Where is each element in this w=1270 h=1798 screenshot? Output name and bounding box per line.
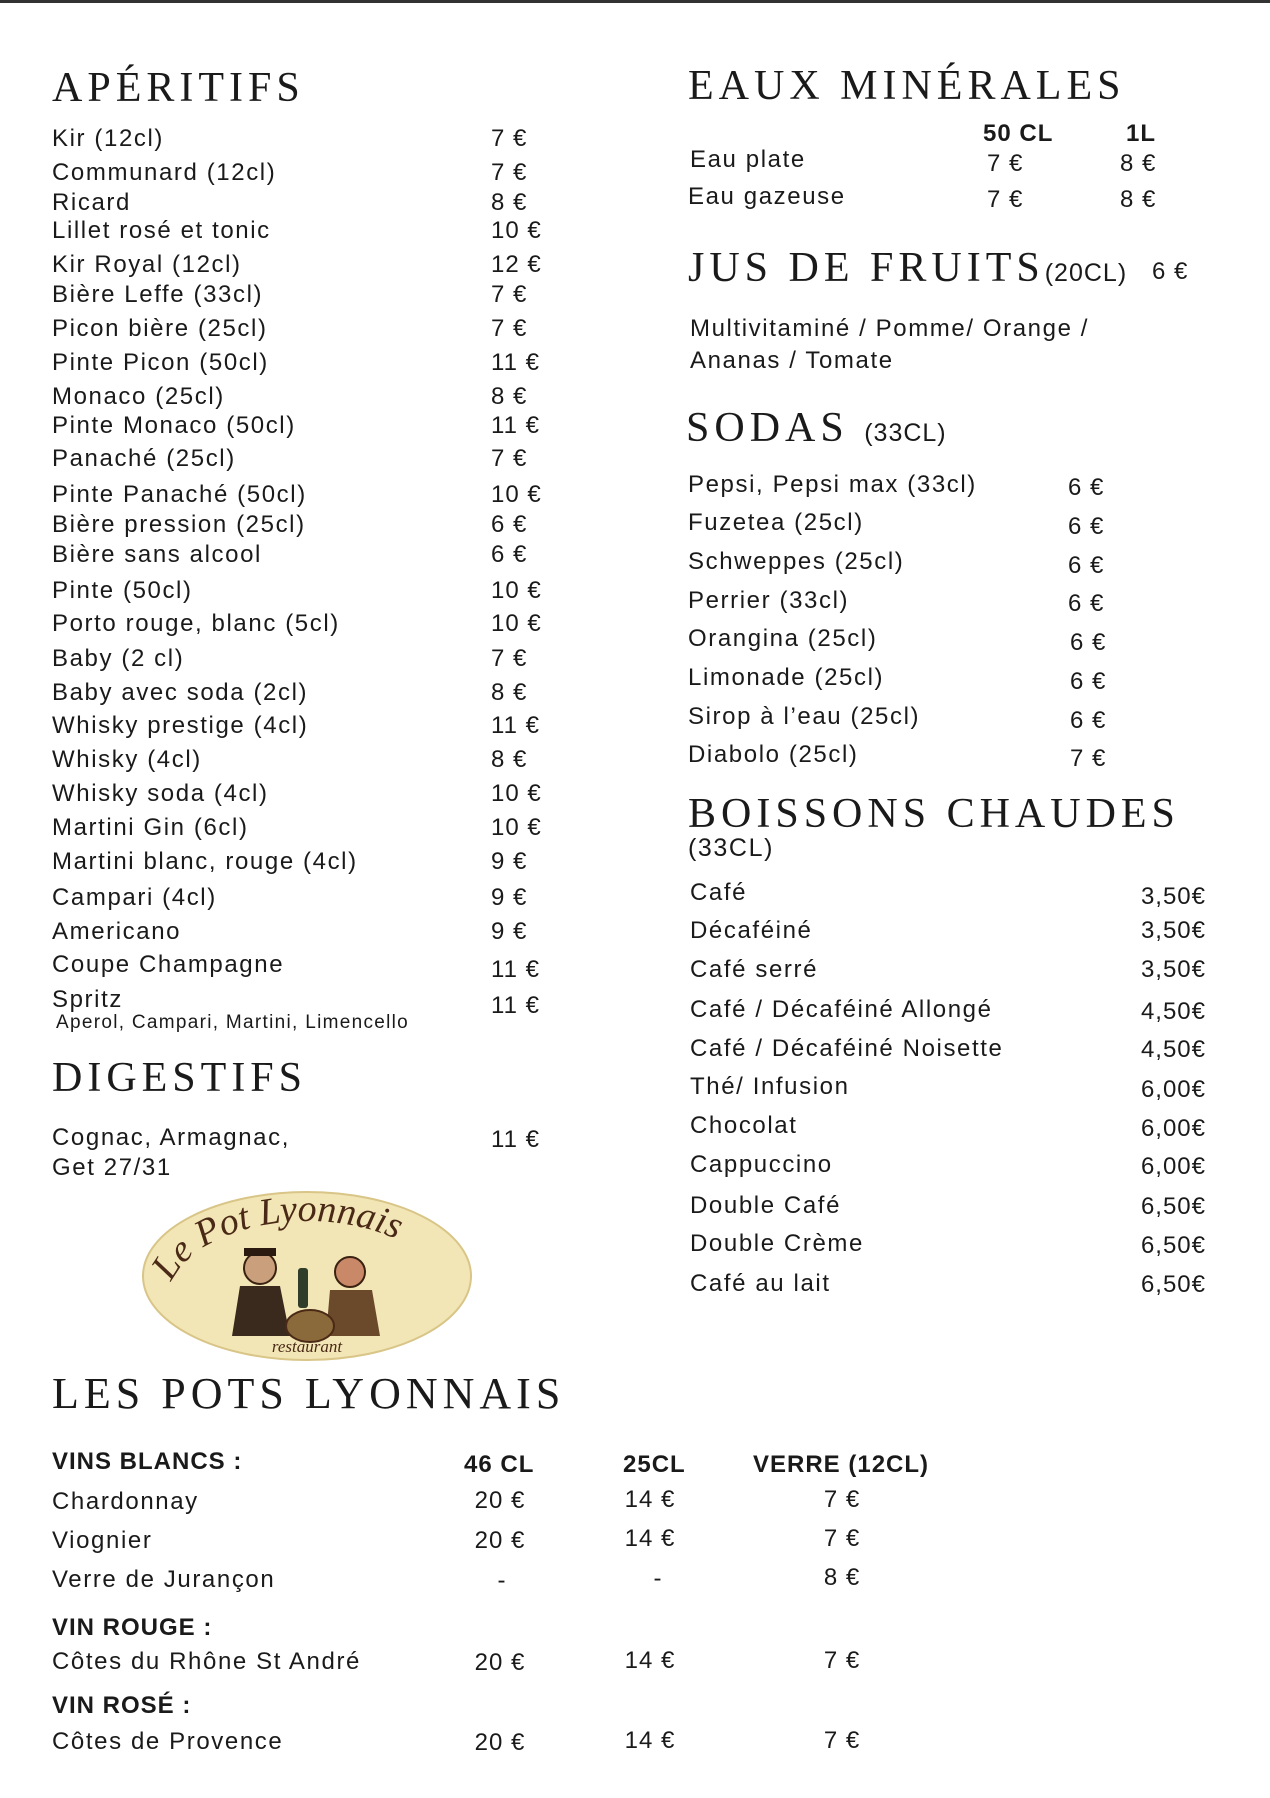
list-item-name: Baby avec soda (2cl) (52, 679, 309, 706)
list-item-name: Whisky prestige (4cl) (52, 712, 309, 739)
list-item-price: 6 € (1070, 668, 1107, 695)
list-item-name: Diabolo (25cl) (688, 741, 859, 768)
list-item-price: 4,50€ (1140, 1036, 1206, 1063)
list-item-price: 9 € (491, 884, 528, 911)
list-item-price: 7 € (491, 645, 528, 672)
list-item-name: Pinte Monaco (50cl) (52, 412, 296, 439)
list-item-price-46: 20 € (474, 1649, 526, 1676)
list-item-price-verre: 7 € (823, 1727, 861, 1754)
list-item-name: Café (690, 879, 748, 906)
list-item-name: Kir (12cl) (52, 125, 165, 152)
restaurant-logo (140, 1186, 474, 1362)
list-item-name: Bière pression (25cl) (52, 511, 306, 538)
digestif-line-1: Cognac, Armagnac, (52, 1124, 290, 1151)
col-46cl: 46 CL (464, 1451, 535, 1478)
list-item-price: 7 € (491, 125, 528, 152)
list-item-name: Côtes du Rhône St André (52, 1648, 361, 1675)
list-item-price: 6,00€ (1140, 1076, 1206, 1103)
list-item-price: 6,50€ (1140, 1271, 1206, 1298)
list-item-price: 6 € (491, 541, 528, 568)
sodas-title-text: SODAS (686, 405, 849, 451)
list-item-price: 7 € (987, 186, 1024, 213)
list-item-price: 7 € (491, 445, 528, 472)
list-item-price: 11 € (491, 992, 540, 1019)
list-item-price-verre: 8 € (823, 1564, 861, 1591)
list-item-price: 3,50€ (1140, 917, 1206, 944)
list-item-price: 7 € (491, 281, 528, 308)
list-item-name: Martini Gin (6cl) (52, 814, 249, 841)
list-item-name: Orangina (25cl) (688, 625, 878, 652)
col-25cl: 25CL (623, 1451, 686, 1478)
list-item-name: Viognier (52, 1527, 153, 1554)
list-item-name: Eau plate (690, 146, 806, 173)
list-item-price-25: 14 € (624, 1727, 676, 1754)
col-1l: 1L (1126, 120, 1157, 147)
list-item-price: 11 € (491, 956, 540, 983)
list-item-price: 6 € (1068, 474, 1105, 501)
list-item-price: 11 € (491, 412, 540, 439)
list-item-name: Bière sans alcool (52, 541, 262, 568)
jus-flavors-line-2: Ananas / Tomate (690, 347, 894, 374)
list-item-price-46: 20 € (474, 1487, 526, 1514)
vin-rouge-label: VIN ROUGE : (52, 1614, 213, 1641)
list-item-price: 3,50€ (1140, 956, 1206, 983)
list-item-price-verre: 7 € (823, 1647, 861, 1674)
list-item-name: Café serré (690, 956, 819, 983)
col-verre: VERRE (12CL) (753, 1451, 930, 1478)
list-item-price: 7 € (987, 150, 1024, 177)
list-item-price: 3,50€ (1140, 883, 1206, 910)
list-item-name: Pinte (50cl) (52, 577, 193, 604)
list-item-name: Whisky soda (4cl) (52, 780, 269, 807)
list-item-price: 8 € (491, 746, 528, 773)
list-item-name: Fuzetea (25cl) (688, 509, 864, 536)
list-item-name: Chardonnay (52, 1488, 199, 1515)
list-item-price-46: 20 € (474, 1729, 526, 1756)
list-item-price: 7 € (1070, 745, 1107, 772)
list-item-price: 8 € (491, 383, 528, 410)
list-item-name: Spritz (52, 986, 123, 1013)
logo-text-top: Le Pot Lyonnais (143, 1188, 410, 1287)
list-item-name: Coupe Champagne (52, 951, 285, 978)
list-item-name: Côtes de Provence (52, 1728, 284, 1755)
col-50cl: 50 CL (983, 120, 1054, 147)
list-item-name: Baby (2 cl) (52, 645, 185, 672)
list-item-name: Pinte Picon (50cl) (52, 349, 269, 376)
list-item-price-verre: 7 € (823, 1486, 861, 1513)
list-item-price-25: - (653, 1565, 663, 1592)
list-item-name: Café / Décaféiné Allongé (690, 996, 993, 1023)
list-item-price: 9 € (491, 848, 528, 875)
list-item-name: Campari (4cl) (52, 884, 217, 911)
list-item-name: Verre de Jurançon (52, 1566, 276, 1593)
list-item-price: 6 € (1070, 629, 1107, 656)
list-item-price-25: 14 € (624, 1647, 676, 1674)
list-item-price: 6,00€ (1140, 1153, 1206, 1180)
list-item-price: 8 € (1120, 150, 1157, 177)
list-item-name: Double Café (690, 1192, 842, 1219)
list-item-name: Limonade (25cl) (688, 664, 885, 691)
vin-rose-label: VIN ROSÉ : (52, 1692, 192, 1719)
list-item-price: 6,00€ (1140, 1115, 1206, 1142)
list-item-price-25: 14 € (624, 1525, 676, 1552)
list-item-name: Porto rouge, blanc (5cl) (52, 610, 340, 637)
list-item-price: 8 € (491, 679, 528, 706)
list-item-name: Perrier (33cl) (688, 587, 850, 614)
digestifs-title: DIGESTIFS (52, 1055, 308, 1101)
list-item-name: Picon bière (25cl) (52, 315, 268, 342)
list-item-price: 6,50€ (1140, 1193, 1206, 1220)
list-item-name: Whisky (4cl) (52, 746, 202, 773)
aperitifs-title: APÉRITIFS (52, 65, 305, 111)
list-item-name: Ricard (52, 189, 131, 216)
list-item-name: Thé/ Infusion (690, 1073, 850, 1100)
list-item-price: 10 € (491, 814, 542, 841)
list-item-name: Café / Décaféiné Noisette (690, 1035, 1004, 1062)
list-item-price: 7 € (491, 315, 528, 342)
list-item-price: 10 € (491, 780, 542, 807)
list-item-price: 11 € (491, 712, 540, 739)
list-item-price: 8 € (1120, 186, 1157, 213)
list-item-name: Café au lait (690, 1270, 831, 1297)
list-item-name: Eau gazeuse (688, 183, 846, 210)
list-item-name: Monaco (25cl) (52, 383, 225, 410)
sodas-size: (33CL) (864, 419, 947, 447)
list-item-price: 6 € (1068, 513, 1105, 540)
list-item-name: Pepsi, Pepsi max (33cl) (688, 471, 977, 498)
eaux-title: EAUX MINÉRALES (688, 63, 1126, 109)
chaudes-size: (33CL) (688, 834, 775, 862)
digestif-price: 11 € (491, 1126, 540, 1153)
top-border (0, 0, 1270, 3)
list-item-price: 11 € (491, 349, 540, 376)
list-item-name: Chocolat (690, 1112, 798, 1139)
list-item-price: 12 € (491, 251, 542, 278)
list-item-price: 6 € (491, 511, 528, 538)
list-item-price-46: 20 € (474, 1527, 526, 1554)
list-item-price: 8 € (491, 189, 528, 216)
list-item-name: Panaché (25cl) (52, 445, 236, 472)
list-item-price: 6 € (1070, 707, 1107, 734)
list-item-name: Décaféiné (690, 917, 813, 944)
list-item-price-verre: 7 € (823, 1525, 861, 1552)
spritz-note: Aperol, Campari, Martini, Limencello (56, 1012, 410, 1033)
list-item-price: 6,50€ (1140, 1232, 1206, 1259)
list-item-name: Sirop à l’eau (25cl) (688, 703, 921, 730)
vins-blancs-label: VINS BLANCS : (52, 1448, 243, 1475)
list-item-price: 7 € (491, 159, 528, 186)
list-item-name: Kir Royal (12cl) (52, 251, 242, 278)
list-item-name: Cappuccino (690, 1151, 833, 1178)
list-item-name: Communard (12cl) (52, 159, 277, 186)
list-item-name: Martini blanc, rouge (4cl) (52, 848, 358, 875)
list-item-name: Americano (52, 918, 182, 945)
list-item-price: 4,50€ (1140, 998, 1206, 1025)
list-item-price-25: 14 € (624, 1486, 676, 1513)
jus-title (688, 244, 1127, 292)
list-item-price: 10 € (491, 217, 542, 244)
jus-size: (20CL) (1044, 259, 1128, 287)
jus-flavors-line-1: Multivitaminé / Pomme/ Orange / (690, 315, 1090, 342)
list-item-price: 6 € (1068, 552, 1105, 579)
list-item-price: 9 € (491, 918, 528, 945)
list-item-price: 6 € (1068, 590, 1105, 617)
list-item-name: Lillet rosé et tonic (52, 217, 271, 244)
list-item-price: 10 € (491, 577, 542, 604)
digestif-line-2: Get 27/31 (52, 1154, 172, 1181)
pots-title: LES POTS LYONNAIS (52, 1369, 566, 1418)
chaudes-title: BOISSONS CHAUDES (688, 791, 1180, 837)
list-item-name: Double Crème (690, 1230, 864, 1257)
sodas-title (686, 404, 947, 452)
list-item-name: Schweppes (25cl) (688, 548, 905, 575)
jus-price: 6 € (1152, 258, 1189, 285)
list-item-price: 10 € (491, 481, 542, 508)
logo-text-bottom: restaurant (271, 1337, 343, 1356)
list-item-price-46: - (497, 1567, 507, 1594)
jus-title-text: JUS DE FRUITS (688, 245, 1045, 291)
list-item-price: 10 € (491, 610, 542, 637)
list-item-name: Bière Leffe (33cl) (52, 281, 264, 308)
list-item-name: Pinte Panaché (50cl) (52, 481, 307, 508)
